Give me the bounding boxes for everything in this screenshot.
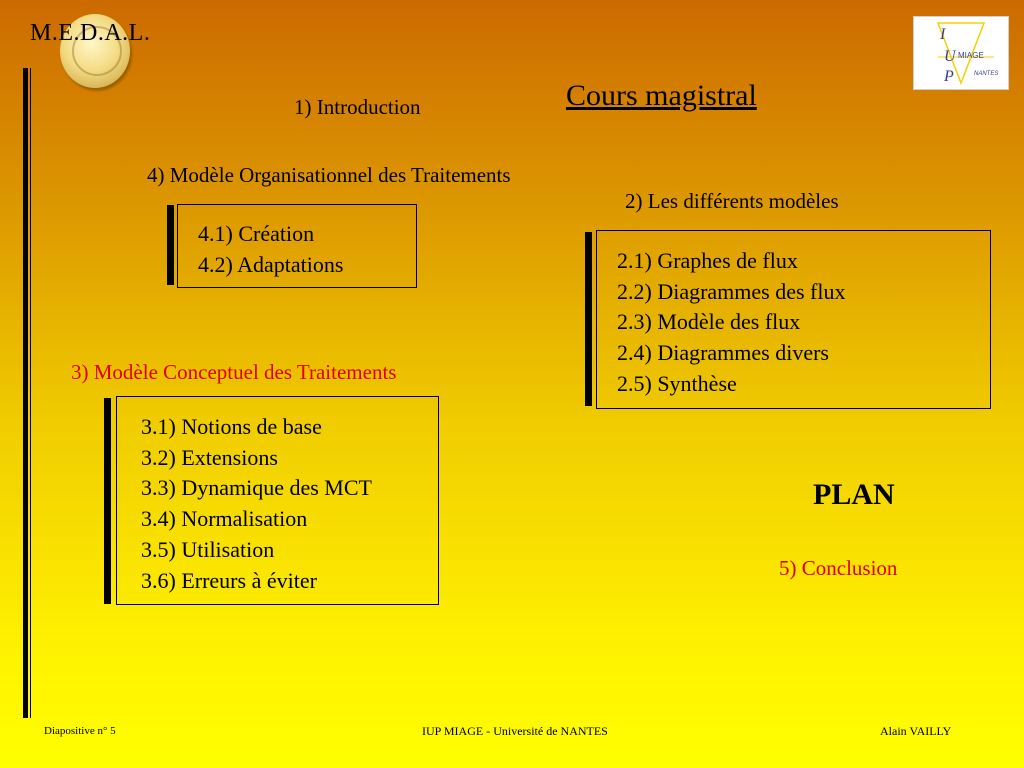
logo-miage-text: MIAGE (958, 51, 984, 60)
section-2-label: 2) Les différents modèles (625, 189, 839, 213)
logo-letter-u: U (944, 48, 956, 65)
footer-author: Alain VAILLY (880, 724, 952, 738)
section-3-item: 3.6) Erreurs à éviter (141, 568, 317, 593)
section-3-item: 3.4) Normalisation (141, 506, 308, 531)
section-4-label: 4) Modèle Organisationnel des Traitements (147, 163, 511, 187)
section-3-bar (104, 398, 111, 604)
section-3-item: 3.5) Utilisation (141, 537, 275, 562)
logo-letter-i: I (940, 26, 946, 43)
section-3-item: 3.1) Notions de base (141, 414, 322, 439)
logo-nantes-text: NANTES (974, 71, 999, 77)
section-4-item: 4.1) Création (198, 221, 315, 246)
footer-slide-number: Diapositive n° 5 (44, 725, 116, 737)
brand-title: M.E.D.A.L. (30, 20, 151, 46)
logo-letter-p: P (944, 68, 954, 85)
section-2-item: 2.1) Graphes de flux (617, 248, 798, 273)
section-3-item: 3.3) Dynamique des MCT (141, 475, 372, 500)
footer-university: IUP MIAGE - Université de NANTES (422, 724, 608, 738)
section-4-item: 4.2) Adaptations (198, 252, 344, 277)
section-3-label: 3) Modèle Conceptuel des Traitements (71, 360, 397, 384)
section-5-label: 5) Conclusion (779, 556, 898, 580)
section-1-label: 1) Introduction (294, 95, 421, 119)
section-2-item: 2.4) Diagrammes divers (617, 340, 829, 365)
section-4-bar (167, 205, 174, 285)
left-vertical-bar (23, 68, 28, 718)
plan-heading: PLAN (813, 478, 895, 511)
left-vertical-line (30, 68, 31, 718)
section-3-item: 3.2) Extensions (141, 445, 278, 470)
section-2-bar (585, 232, 592, 406)
page-title: Cours magistral (566, 79, 757, 112)
section-2-item: 2.2) Diagrammes des flux (617, 279, 846, 304)
section-2-item: 2.3) Modèle des flux (617, 309, 801, 334)
iup-miage-logo (913, 16, 1009, 90)
section-2-item: 2.5) Synthèse (617, 371, 737, 396)
